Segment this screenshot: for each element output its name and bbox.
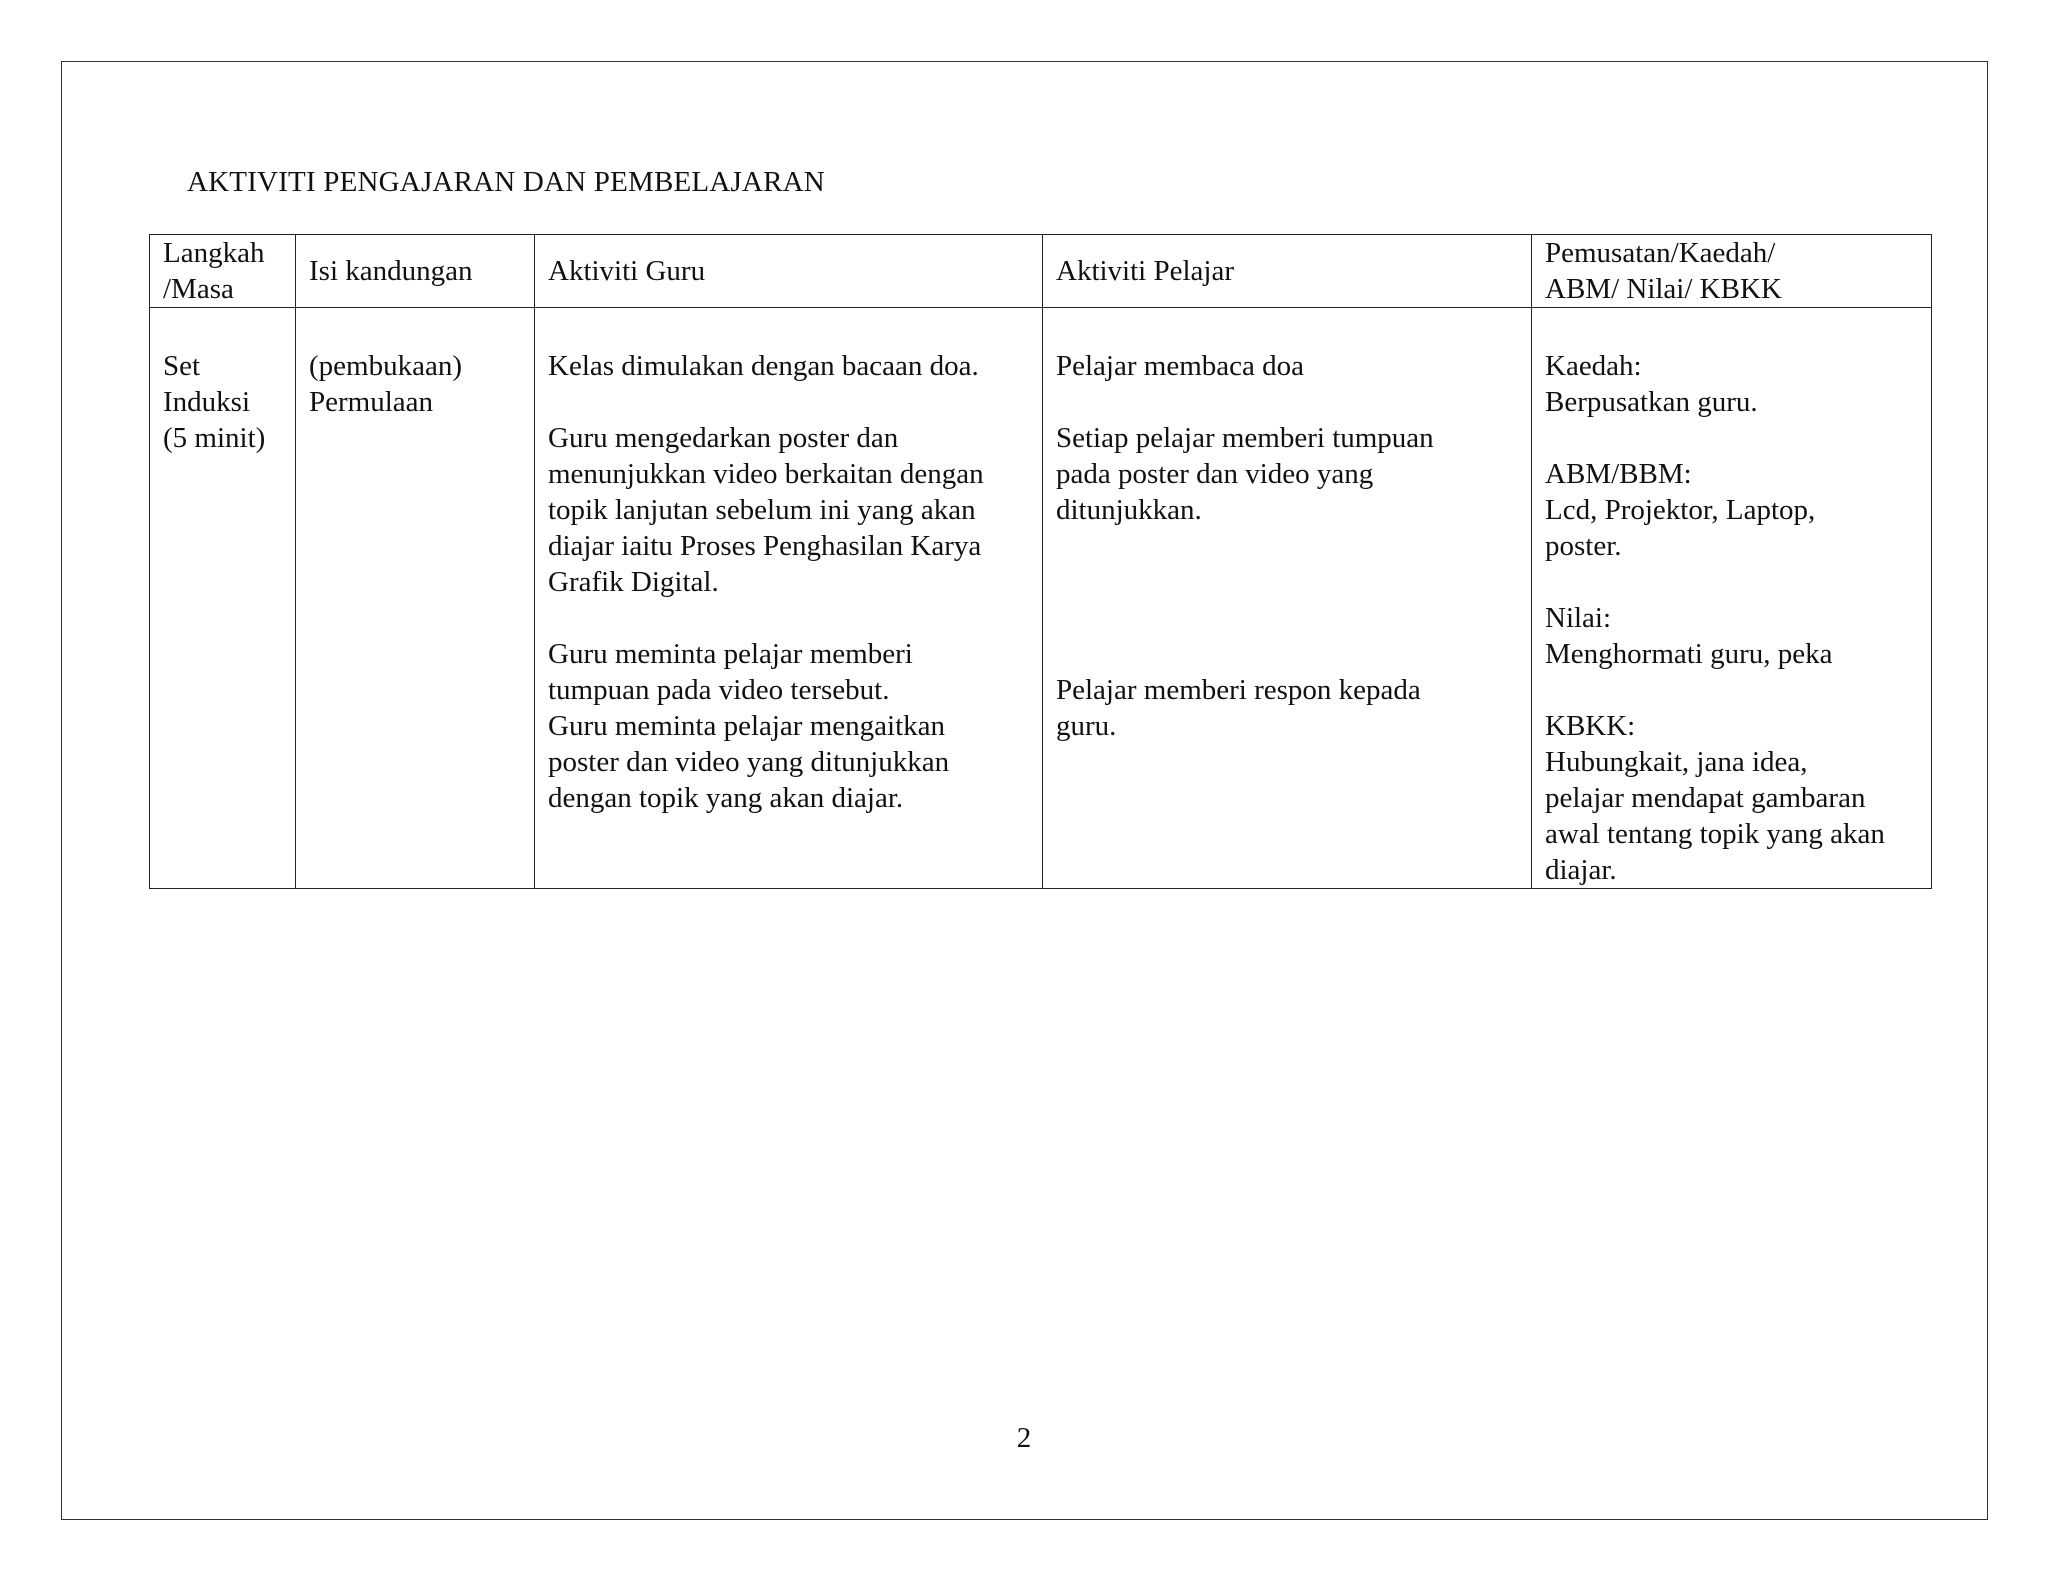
- cell-aktiviti-guru: Kelas dimulakan dengan bacaan doa. Guru mengedarkan poster dan menunjukkan video berkaitan dengan topik lanjutan sebelum ini yang akan diajar iaitu Proses Penghasilan Karya Grafik Digital. Guru meminta pelajar memberi tumpuan pada video tersebut. Guru meminta pelajar mengaitkan poster dan video yang ditunjukkan dengan topik yang akan diajar.: [535, 308, 1043, 889]
- cell-langkah: Set Induksi (5 minit): [150, 308, 296, 889]
- header-aktiviti-guru: Aktiviti Guru: [535, 235, 1043, 308]
- cell-isi-kandungan: (pembukaan) Permulaan: [296, 308, 535, 889]
- table-row: [150, 308, 1932, 889]
- page-number: 2: [1016, 1422, 1032, 1454]
- cell-pemusatan: Kaedah: Berpusatkan guru. ABM/BBM: Lcd, Projektor, Laptop, poster. Nilai: Menghormati guru, peka KBKK: Hubungkait, jana idea, pelajar mendapat gambaran awal tentang topik yang akan diajar.: [1532, 308, 1932, 889]
- cell-aktiviti-pelajar: Pelajar membaca doa Setiap pelajar memberi tumpuan pada poster dan video yang ditunjukkan. Pelajar memberi respon kepada guru.: [1043, 308, 1532, 889]
- lesson-activity-table: [149, 234, 1932, 889]
- table-header-row: [150, 235, 1932, 308]
- header-aktiviti-pelajar: Aktiviti Pelajar: [1043, 235, 1532, 308]
- header-isi-kandungan: Isi kandungan: [296, 235, 535, 308]
- document-title: AKTIVITI PENGAJARAN DAN PEMBELAJARAN: [187, 166, 825, 198]
- header-pemusatan: Pemusatan/Kaedah/ ABM/ Nilai/ KBKK: [1532, 235, 1932, 308]
- header-langkah-masa: Langkah /Masa: [150, 235, 296, 308]
